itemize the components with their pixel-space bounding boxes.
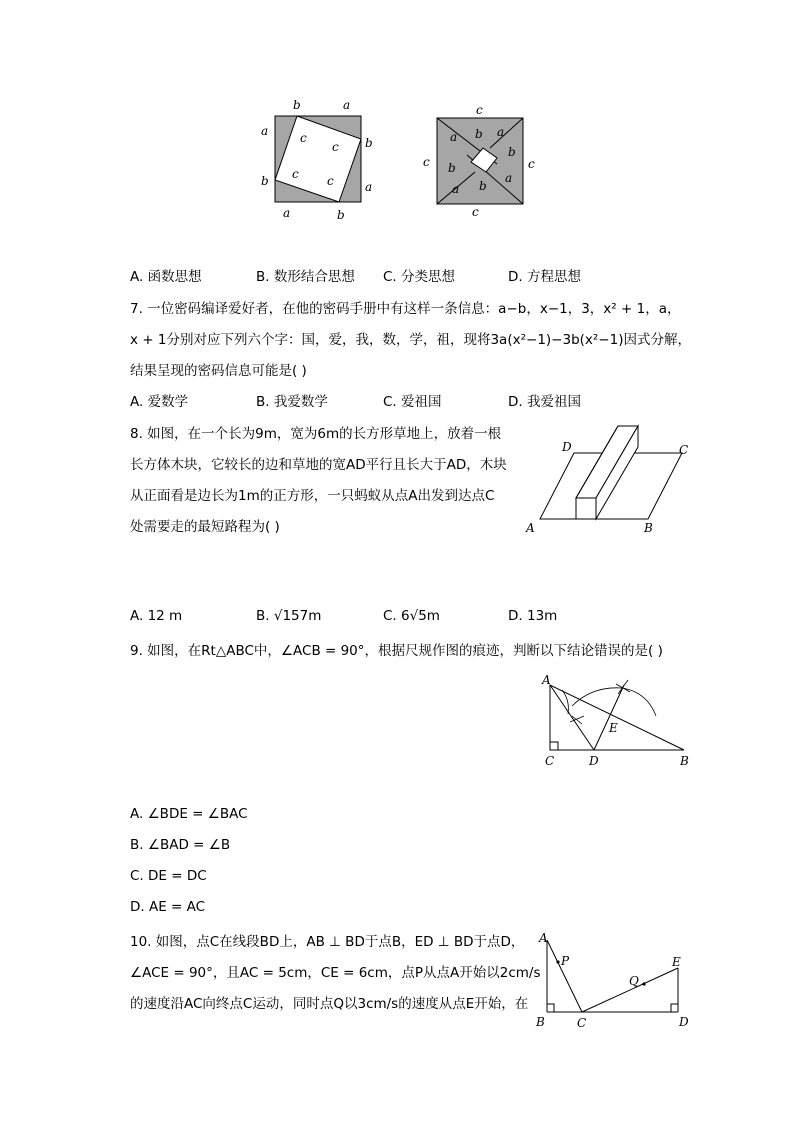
q10-figure — [532, 928, 697, 1033]
q6-figure-left — [255, 95, 380, 225]
q7-option-d: D. 我爱祖国 — [508, 394, 581, 410]
q10-label-p: P — [561, 954, 570, 968]
fig-right-label-c-bottom: c — [472, 205, 479, 219]
fig-left-label-b3: b — [365, 136, 373, 150]
q9-option-a: A. ∠BDE = ∠BAC — [130, 806, 248, 822]
q7-option-c: C. 爱祖国 — [383, 394, 442, 410]
q8-text-line1: 8. 如图，在一个长为9m，宽为6m的长方形草地上，放着一根 — [130, 426, 502, 442]
q9-option-c: C. DE = DC — [130, 868, 207, 884]
fig-right-label-c-left: c — [423, 155, 430, 169]
q7-text-line3: 结果呈现的密码信息可能是( ) — [130, 363, 307, 379]
fig-right-label-a4: a — [452, 182, 460, 196]
q9-option-b: B. ∠BAD = ∠B — [130, 837, 231, 853]
q6-option-a: A. 函数思想 — [130, 269, 202, 285]
q7-option-a: A. 爱数学 — [130, 394, 189, 410]
q8-figure — [522, 420, 694, 540]
fig-left-label-b4: b — [337, 208, 345, 222]
q8-text-line3: 从正面看是边长为1m的正方形，一只蚂蚁从点A出发到达点C — [130, 488, 495, 504]
fig-right-label-b4: b — [479, 179, 487, 193]
fig-left-label-a3: a — [365, 180, 373, 194]
fig-left-label-c2: c — [332, 140, 339, 154]
fig-left-label-a4: a — [283, 206, 291, 220]
q8-text-line4: 处需要走的最短路程为( ) — [130, 519, 280, 535]
fig-left-label-b1: b — [293, 98, 301, 112]
fig-left-label-c3: c — [292, 167, 299, 181]
q6-figure-right — [420, 100, 545, 220]
q9-label-c: C — [545, 754, 555, 768]
q10-label-b: B — [536, 1015, 545, 1029]
q6-option-c: C. 分类思想 — [383, 269, 456, 285]
fig-right-label-a3: a — [505, 171, 513, 185]
q10-text-line2: ∠ACE = 90°，且AC = 5cm，CE = 6cm，点P从点A开始以2cm/s — [130, 965, 541, 981]
q6-option-b: B. 数形结合思想 — [256, 269, 355, 285]
fig-right-label-b1: b — [475, 127, 483, 141]
q8-option-c: C. 6√5m — [383, 608, 440, 624]
q8-label-a: A — [526, 521, 535, 535]
fig-right-label-c-right: c — [528, 157, 535, 171]
q9-label-d: D — [589, 754, 599, 768]
fig-left-label-b2: b — [261, 174, 269, 188]
q7-text-line2: x + 1分别对应下列六个字：国，爱，我，数，学，祖，现将3a(x²−1)−3b(x²−1)因式分解， — [130, 332, 691, 348]
fig-left-label-c1: c — [300, 131, 307, 145]
fig-right-label-b3: b — [448, 161, 456, 175]
q9-text-line1: 9. 如图，在Rt△ABC中，∠ACB = 90°，根据尺规作图的痕迹，判断以下结论错误的是( ) — [130, 643, 663, 659]
q10-label-q: Q — [629, 974, 639, 988]
q8-option-b: B. √157m — [256, 608, 322, 624]
q7-option-b: B. 我爱数学 — [256, 394, 328, 410]
q10-label-c: C — [577, 1016, 587, 1030]
q10-text-line1: 10. 如图，点C在线段BD上，AB ⊥ BD于点B，ED ⊥ BD于点D， — [130, 934, 525, 950]
q8-text-line2: 长方体木块，它较长的边和草地的宽AD平行且长大于AD，木块 — [130, 457, 507, 473]
q8-option-a: A. 12 m — [130, 608, 183, 624]
q9-figure — [532, 670, 697, 770]
q9-label-e: E — [609, 721, 618, 735]
fig-right-label-c-top: c — [476, 103, 483, 117]
fig-right-label-b2: b — [508, 145, 516, 159]
q6-option-d: D. 方程思想 — [508, 269, 581, 285]
q10-label-d: D — [679, 1015, 689, 1029]
q9-option-d: D. AE = AC — [130, 899, 206, 915]
q8-label-c: C — [679, 443, 689, 457]
q10-label-a: A — [539, 931, 548, 945]
fig-left-label-a2: a — [261, 124, 269, 138]
q7-text-line1: 7. 一位密码编译爱好者，在他的密码手册中有这样一条信息：a−b，x−1，3，x² + 1，a， — [130, 301, 681, 317]
q9-label-b: B — [680, 754, 689, 768]
q10-text-line3: 的速度沿AC向终点C运动，同时点Q以3cm/s的速度从点E开始，在 — [130, 996, 529, 1012]
fig-right-label-a2: a — [497, 125, 505, 139]
fig-right-label-a1: a — [450, 130, 458, 144]
q8-label-d: D — [562, 440, 572, 454]
q10-label-e: E — [672, 955, 681, 969]
q8-option-d: D. 13m — [508, 608, 558, 624]
fig-left-label-a1: a — [343, 98, 351, 112]
fig-left-label-c4: c — [327, 174, 334, 188]
q9-label-a: A — [542, 673, 551, 687]
q8-label-b: B — [644, 521, 653, 535]
